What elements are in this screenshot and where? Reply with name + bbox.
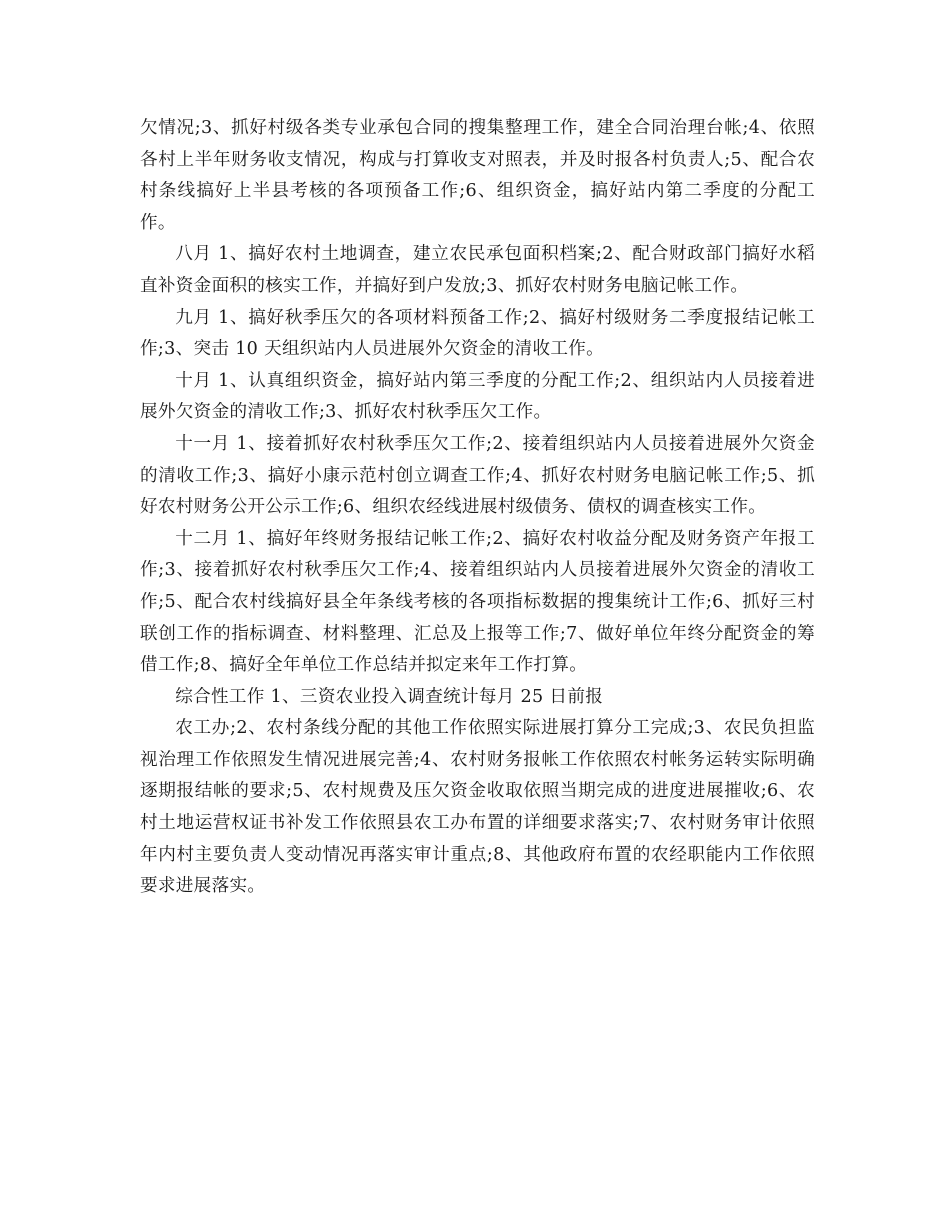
paragraph-continued: 欠情况;3、抓好村级各类专业承包合同的搜集整理工作，建全合同治理台帐;4、依照各村上半年财务收支情况，构成与打算收支对照表，并及时报各村负责人;5、配合农村条线搞好上半县考核的各项预备工作;6、组织资金，搞好站内第二季度的分配工作。 [140, 118, 815, 233]
paragraph-december: 十二月 1、搞好年终财务报结记帐工作;2、搞好农村收益分配及财务资产年报工作;3、接着抓好农村秋季压欠工作;4、接着组织站内人员接着进展外欠资金的清收工作;5、配合农村线搞好县全年条线考核的各项指标数据的搜集统计工作;6、抓好三村联创工作的指标调查、材料整理、汇总及上报等工作;7、做好单位年终分配资金的筹借工作;8、搞好全年单位工作总结并拟定来年工作打算。 [140, 528, 815, 676]
paragraph-september: 九月 1、搞好秋季压欠的各项材料预备工作;2、搞好村级财务二季度报结记帐工作;3、突击 10 天组织站内人员进展外欠资金的清收工作。 [140, 307, 815, 360]
paragraph-november: 十一月 1、接着抓好农村秋季压欠工作;2、接着组织站内人员接着进展外欠资金的清收工作;3、搞好小康示范村创立调查工作;4、抓好农村财务电脑记帐工作;5、抓好农村财务公开公示工作;6、组织农经线进展村级债务、债权的调查核实工作。 [140, 433, 815, 518]
paragraph-august: 八月 1、搞好农村土地调查，建立农民承包面积档案;2、配合财政部门搞好水稻直补资金面积的核实工作，并搞好到户发放;3、抓好农村财务电脑记帐工作。 [140, 244, 815, 296]
document-body [140, 113, 815, 903]
paragraph-october: 十月 1、认真组织资金，搞好站内第三季度的分配工作;2、组织站内人员接着进展外欠资金的清收工作;3、抓好农村秋季压欠工作。 [140, 370, 815, 423]
paragraph-comprehensive-work-details: 农工办;2、农村条线分配的其他工作依照实际进展打算分工完成;3、农民负担监视治理工作依照发生情况进展完善;4、农村财务报帐工作依照农村帐务运转实际明确逐期报结帐的要求;5、农村规费及压欠资金收取依照当期完成的进度进展摧收;6、农村土地运营权证书补发工作依照县农工办布置的详细要求落实;7、农村财务审计依照年内村主要负责人变动情况再落实审计重点;8、其他政府布置的农经职能内工作依照要求进展落实。 [140, 718, 815, 897]
paragraph-comprehensive-work: 综合性工作 1、三资农业投入调查统计每月 25 日前报 [175, 686, 604, 707]
